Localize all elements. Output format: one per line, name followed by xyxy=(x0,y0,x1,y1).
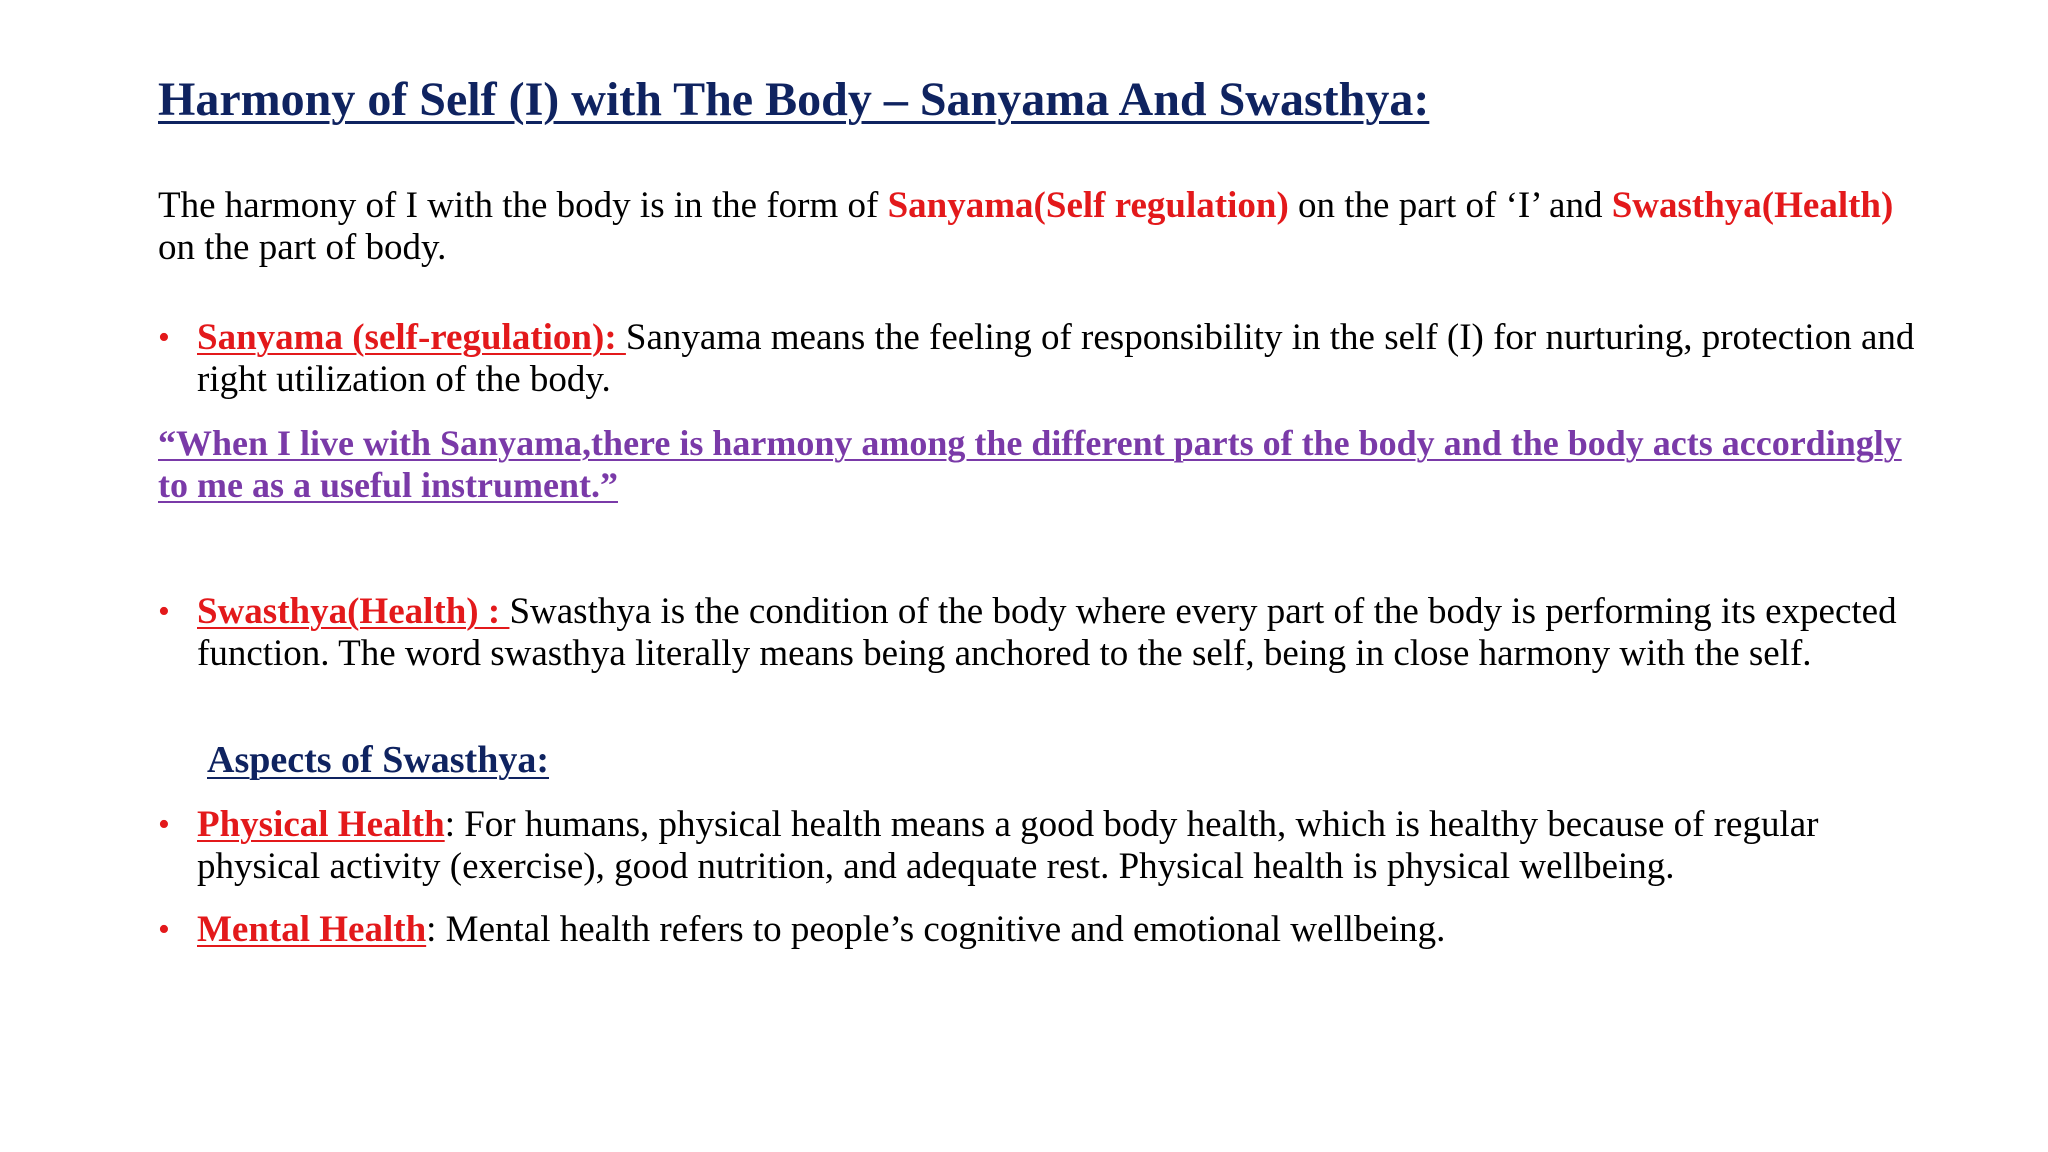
bullet-term-sanyama: Sanyama (self-regulation): xyxy=(197,317,626,358)
bullet-text-swasthya: Swasthya is the condition of the body where every part of the body is performing its expected function. The word swasthya literally means being anchored to the self, being in close harmony with the self. xyxy=(197,591,1897,674)
bullet-term-swasthya: Swasthya(Health) : xyxy=(197,591,510,632)
bullet-swasthya xyxy=(158,591,1918,675)
bullet-icon: • xyxy=(158,911,170,948)
bullet-icon: • xyxy=(158,806,170,843)
slide-title: Harmony of Self (I) with The Body – Sanyama And Swasthya: xyxy=(158,73,1430,126)
intro-highlight-sanyama: Sanyama(Self regulation) xyxy=(887,185,1289,226)
bullet-icon: • xyxy=(158,593,170,630)
bullet-text-mental-health: : Mental health refers to people’s cognitive and emotional wellbeing. xyxy=(426,909,1446,950)
intro-text-3: on the part of body. xyxy=(158,227,447,268)
bullet-mental-health xyxy=(158,909,1918,951)
bullet-text-physical-health: : For humans, physical health means a good body health, which is healthy because of regular physical activity (exercise), good nutrition, and adequate rest. Physical health is physical wellbeing. xyxy=(197,804,1819,887)
intro-highlight-swasthya: Swasthya(Health) xyxy=(1611,185,1894,226)
bullet-term-mental-health: Mental Health xyxy=(197,909,427,950)
intro-text-1: The harmony of I with the body is in the form of xyxy=(158,185,888,226)
intro-paragraph xyxy=(158,185,1938,269)
bullet-term-physical-health: Physical Health xyxy=(197,804,445,845)
bullet-sanyama xyxy=(158,317,1918,401)
bullet-physical-health xyxy=(158,804,1918,888)
bullet-icon: • xyxy=(158,319,170,356)
sanyama-quote: “When I live with Sanyama,there is harmony among the different parts of the body and the body acts accordingly to me as a useful instrument.” xyxy=(158,423,1902,505)
bullet-text-sanyama: Sanyama means the feeling of responsibility in the self (I) for nurturing, protection and right utilization of the body. xyxy=(197,317,1915,400)
intro-text-2: on the part of ‘I’ and xyxy=(1288,185,1612,226)
aspects-heading: Aspects of Swasthya: xyxy=(207,739,549,781)
